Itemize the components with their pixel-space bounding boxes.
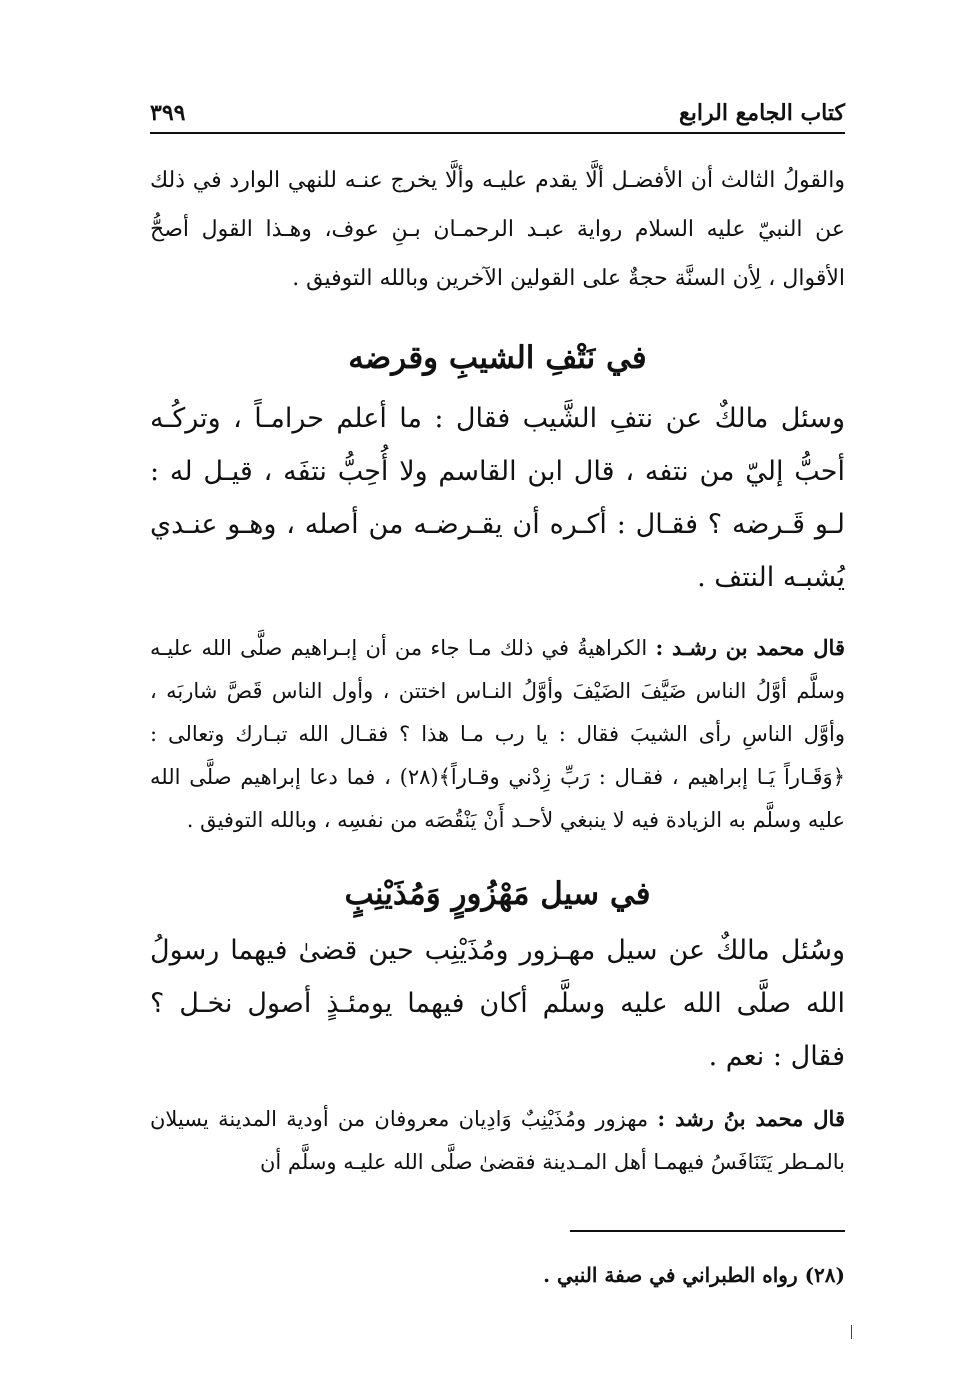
book-page — [150, 90, 845, 1350]
page-number: ٣٩٩ — [150, 100, 186, 126]
footnote-separator — [570, 1230, 845, 1232]
section-title-mahzur-mudhaynib: في سيل مَهْزُورٍ وَمُذَيْنِبٍ — [344, 876, 651, 912]
commentary-lead: قال محمد بن رشـد : — [655, 635, 845, 660]
running-title: كتاب الجامع الرابع — [679, 100, 845, 126]
section-title-plucking-gray-hair: في نَتْفِ الشيبِ وقرضه — [348, 340, 647, 376]
commentary-ibn-rushd-1 — [150, 626, 845, 842]
commentary-body: مهزور ومُذَيْنِبٌ وَادِيان معروفان من أودية المدينة يسيلان بالمـطر يَتَنَافَسُ فيهمـا أهل المـدينة فقضىٰ صلَّى الله عليـه وسلَّم أن — [150, 1107, 845, 1174]
footnote: (٢٨) رواه الطبراني في صفة النبي . — [543, 1263, 845, 1287]
commentary-ibn-rushd-2 — [150, 1097, 845, 1184]
page-header — [150, 90, 845, 134]
commentary-body: الكراهيةُ في ذلك مـا جاء من أن إبـراهيم صلَّى الله عليـه وسلَّم أوَّلُ الناس ضَيَّفَ الضَيْفَ وأوَّلُ النـاس اختتن ، وأول الناس قَصَّ شاربَه ، وأوَّل الناسِ رأى الشيبَ فقال : يا رب مـا هذا ؟ فقـال الله تبـارك وتعالى : ﴿وَقَـاراً يَـا إبراهيم ، فقـال : رَبِّ زِدْني وقـاراً﴾(٢٨) ، فما دعا إبراهيم صلَّى الله عليه وسلَّم به الزيادة فيه لا ينبغي لأحـد أَنْ يَنْقُصَه من نفسِه ، وبالله التوفيق . — [150, 636, 845, 832]
commentary-lead: قال محمد بنُ رشد : — [657, 1106, 845, 1131]
margin-mark — [851, 1325, 852, 1339]
question-malik-gray-hair: وسئل مالكٌ عن نتفِ الشَّيب فقال : ما أعلم حرامـاً ، وتركُـه أحبُّ إليّ من نتفه ، قال ابن القاسم ولا أُحِبُّ نتفَه ، قيـل له : لـو قَـرضه ؟ فقـال : أكـره أن يقـرضـه من أصله ، وهـو عنـدي يُشبـه النتف . — [150, 403, 845, 593]
paragraph-third-opinion: والقولُ الثالث أن الأفضـل ألَّا يقدم عليـه وألَّا يخرج عنـه للنهي الوارد في ذلك عن النبيّ عليه السلام رواية عبـد الرحمـان بـنِ عوف، وهـذا القول أصحُّ الأقوال ، لِأن السنَّة حجةٌ على القولين الآخرين وبالله التوفيق . — [150, 168, 845, 291]
question-malik-floods: وسُئل مالكٌ عن سيل مهـزور ومُذَيْنِب حين قضىٰ فيهما رسولُ الله صلَّى الله عليه وسلَّم أكان فيهما يومئـذٍ أصول نخـل ؟ فقال : نعم . — [150, 935, 845, 1072]
